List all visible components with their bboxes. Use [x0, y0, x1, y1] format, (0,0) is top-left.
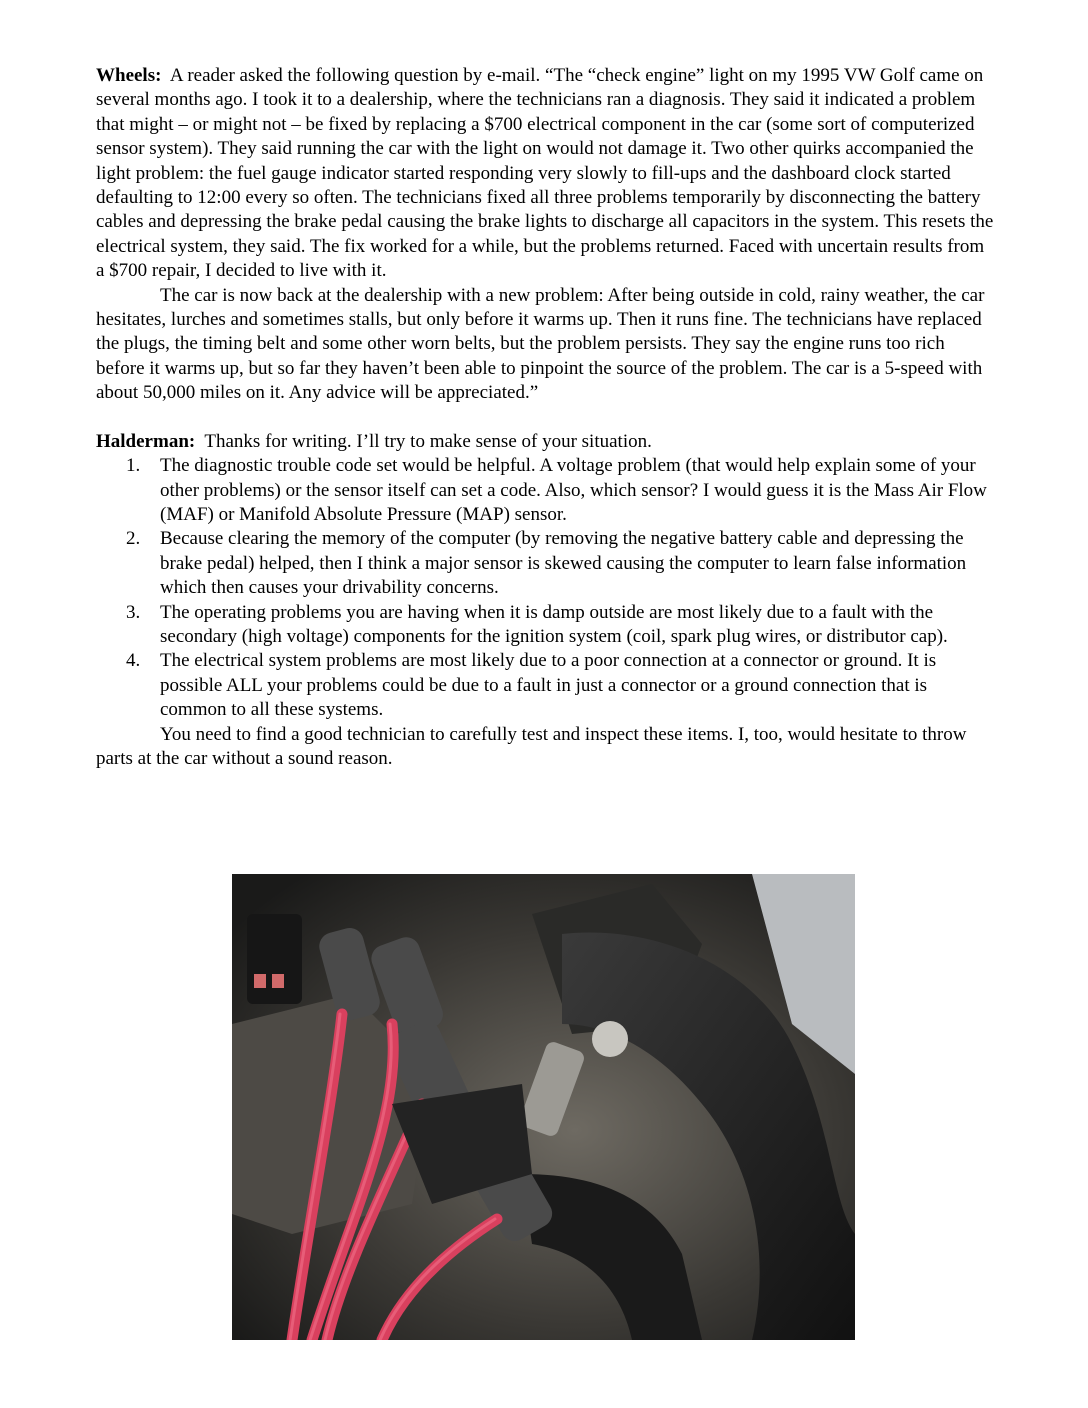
- question-speaker: Wheels:: [96, 65, 162, 86]
- answer-speaker: Halderman:: [96, 430, 196, 452]
- question-text: A reader asked the following question by e-mail. “The “check engine” light on my 1995 VW Golf came on several months ago. I took it to a dealership, where the technicians ran a diagnosis. They said it indicated a problem that might – or might not – be fixed by replacing a $700 electrical component in the car (some sort of computerized sensor system). They said running the car with the light on would not damage it. Two other quirks accompanied the light problem: the fuel gauge indicator started responding very slowly to fill-ups and the dashboard clock started defaulting to 12:00 every so often. The technicians fixed all three problems temporarily by disconnecting the battery cables and depressing the brake pedal causing the brake lights to discharge all capacitors in the system. This resets the electrical system, they said. The fix worked for a while, but the problems returned. Faced with uncertain results from a $700 repair, I decided to live with it.: [96, 65, 994, 282]
- engine-photo-illustration: [232, 874, 855, 1340]
- answer-intro: Thanks for writing. I’ll try to make sense of your situation.: [204, 430, 652, 452]
- list-item: 2. Because clearing the memory of the computer (by removing the negative battery cable and depressing the brake pedal) helped, then I think a major sensor is skewed causing the computer to learn false information which then causes your drivability concerns.: [126, 528, 967, 599]
- question-paragraph-2: The car is now back at the dealership with a new problem: After being outside in cold, rainy weather, the car hesitates, lurches and sometimes stalls, but only before it warms up. Then it runs fine. The technicians have replaced the plugs, the timing belt and some other worn belts, but the problem persists. They say the engine runs too rich before it warms up, but so far they haven’t been able to pinpoint the source of the problem. The car is a 5-speed with about 50,000 miles on it. Any advice will be appreciated.”: [96, 284, 985, 404]
- question-paragraph: [96, 64, 996, 284]
- engine-photo: [232, 874, 855, 1340]
- answer-list: [96, 454, 996, 722]
- list-item: 4. The electrical system problems are most likely due to a poor connection at a connector or ground. It is possible ALL your problems could be due to a fault in just a connector or a ground connection that is common to all these systems.: [126, 650, 937, 721]
- article: [96, 64, 996, 771]
- list-item: 1. The diagnostic trouble code set would be helpful. A voltage problem (that would help explain some of your other problems) or the sensor itself can set a code. Also, which sensor? I would guess it is the Mass Air Flow (MAF) or Manifold Absolute Pressure (MAP) sensor.: [126, 455, 987, 525]
- closing-paragraph: You need to find a good technician to carefully test and inspect these items. I, too, would hesitate to throw parts at the car without a sound reason.: [96, 723, 967, 769]
- list-item: 3. The operating problems you are having when it is damp outside are most likely due to a fault with the secondary (high voltage) components for the ignition system (coil, spark plug wires, or distributor cap).: [126, 601, 948, 647]
- answer-intro-paragraph: [96, 430, 996, 454]
